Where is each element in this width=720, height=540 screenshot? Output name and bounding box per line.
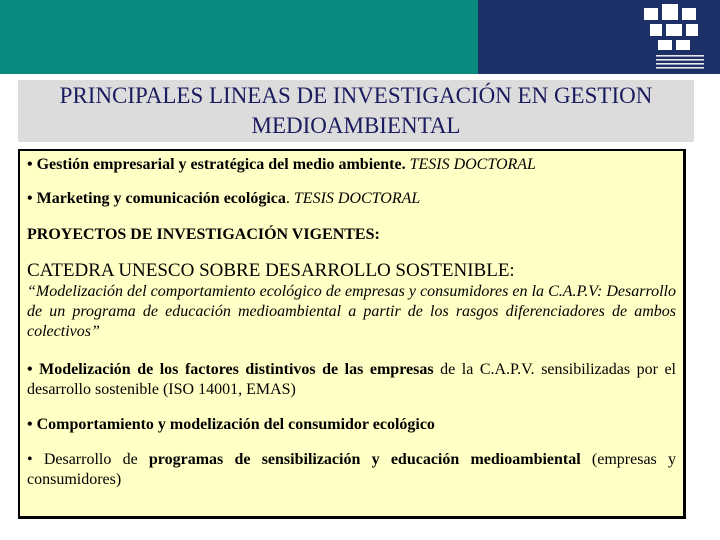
thesis-1-tag: TESIS DOCTORAL — [405, 156, 536, 173]
unesco-heading: CATEDRA UNESCO SOBRE DESARROLLO SOSTENIBLE: — [27, 260, 515, 281]
research-bullet-3 — [27, 450, 676, 490]
bullet-3-pre: • Desarrollo de — [27, 451, 149, 468]
university-logo-icon — [636, 2, 716, 72]
bullet-3-bold: programas de sensibilización y educación medioambiental — [148, 451, 581, 468]
research-bullet-2: • Comportamiento y modelización del consumidor ecológico — [27, 416, 435, 433]
thesis-2-sep: . — [285, 190, 294, 207]
content-panel — [18, 149, 686, 519]
title-line-1: PRINCIPALES LINEAS DE INVESTIGACIÓN EN GESTION — [59, 83, 653, 108]
research-bullet-1 — [27, 360, 676, 400]
bullet-1-bold: • Modelización de los factores distintivos de las empresas — [27, 361, 434, 378]
thesis-item-1 — [27, 155, 676, 175]
header-band-green — [0, 0, 478, 74]
bullet-1-rest: de la C.A.P.V. sensibilizadas por el desarrollo sostenible (ISO 14001, EMAS) — [27, 361, 676, 398]
projects-heading: PROYECTOS DE INVESTIGACIÓN VIGENTES: — [27, 226, 380, 243]
slide-title — [18, 80, 694, 142]
title-line-2: MEDIOAMBIENTAL — [251, 113, 461, 138]
thesis-1-title: • Gestión empresarial y estratégica del medio ambiente. — [27, 156, 406, 173]
thesis-item-2 — [27, 189, 676, 209]
thesis-2-title: • Marketing y comunicación ecológica — [27, 190, 286, 207]
thesis-2-tag: TESIS DOCTORAL — [293, 190, 421, 207]
unesco-quote: “Modelización del comportamiento ecológico de empresas y consumidores en la C.A.P.V: Desarrollo de un programa de educación medioambiental a partir de los rasgos diferenciadores de ambos colectivos” — [27, 283, 676, 340]
bullet-3-rest: (empresas y consumidores) — [27, 451, 676, 488]
